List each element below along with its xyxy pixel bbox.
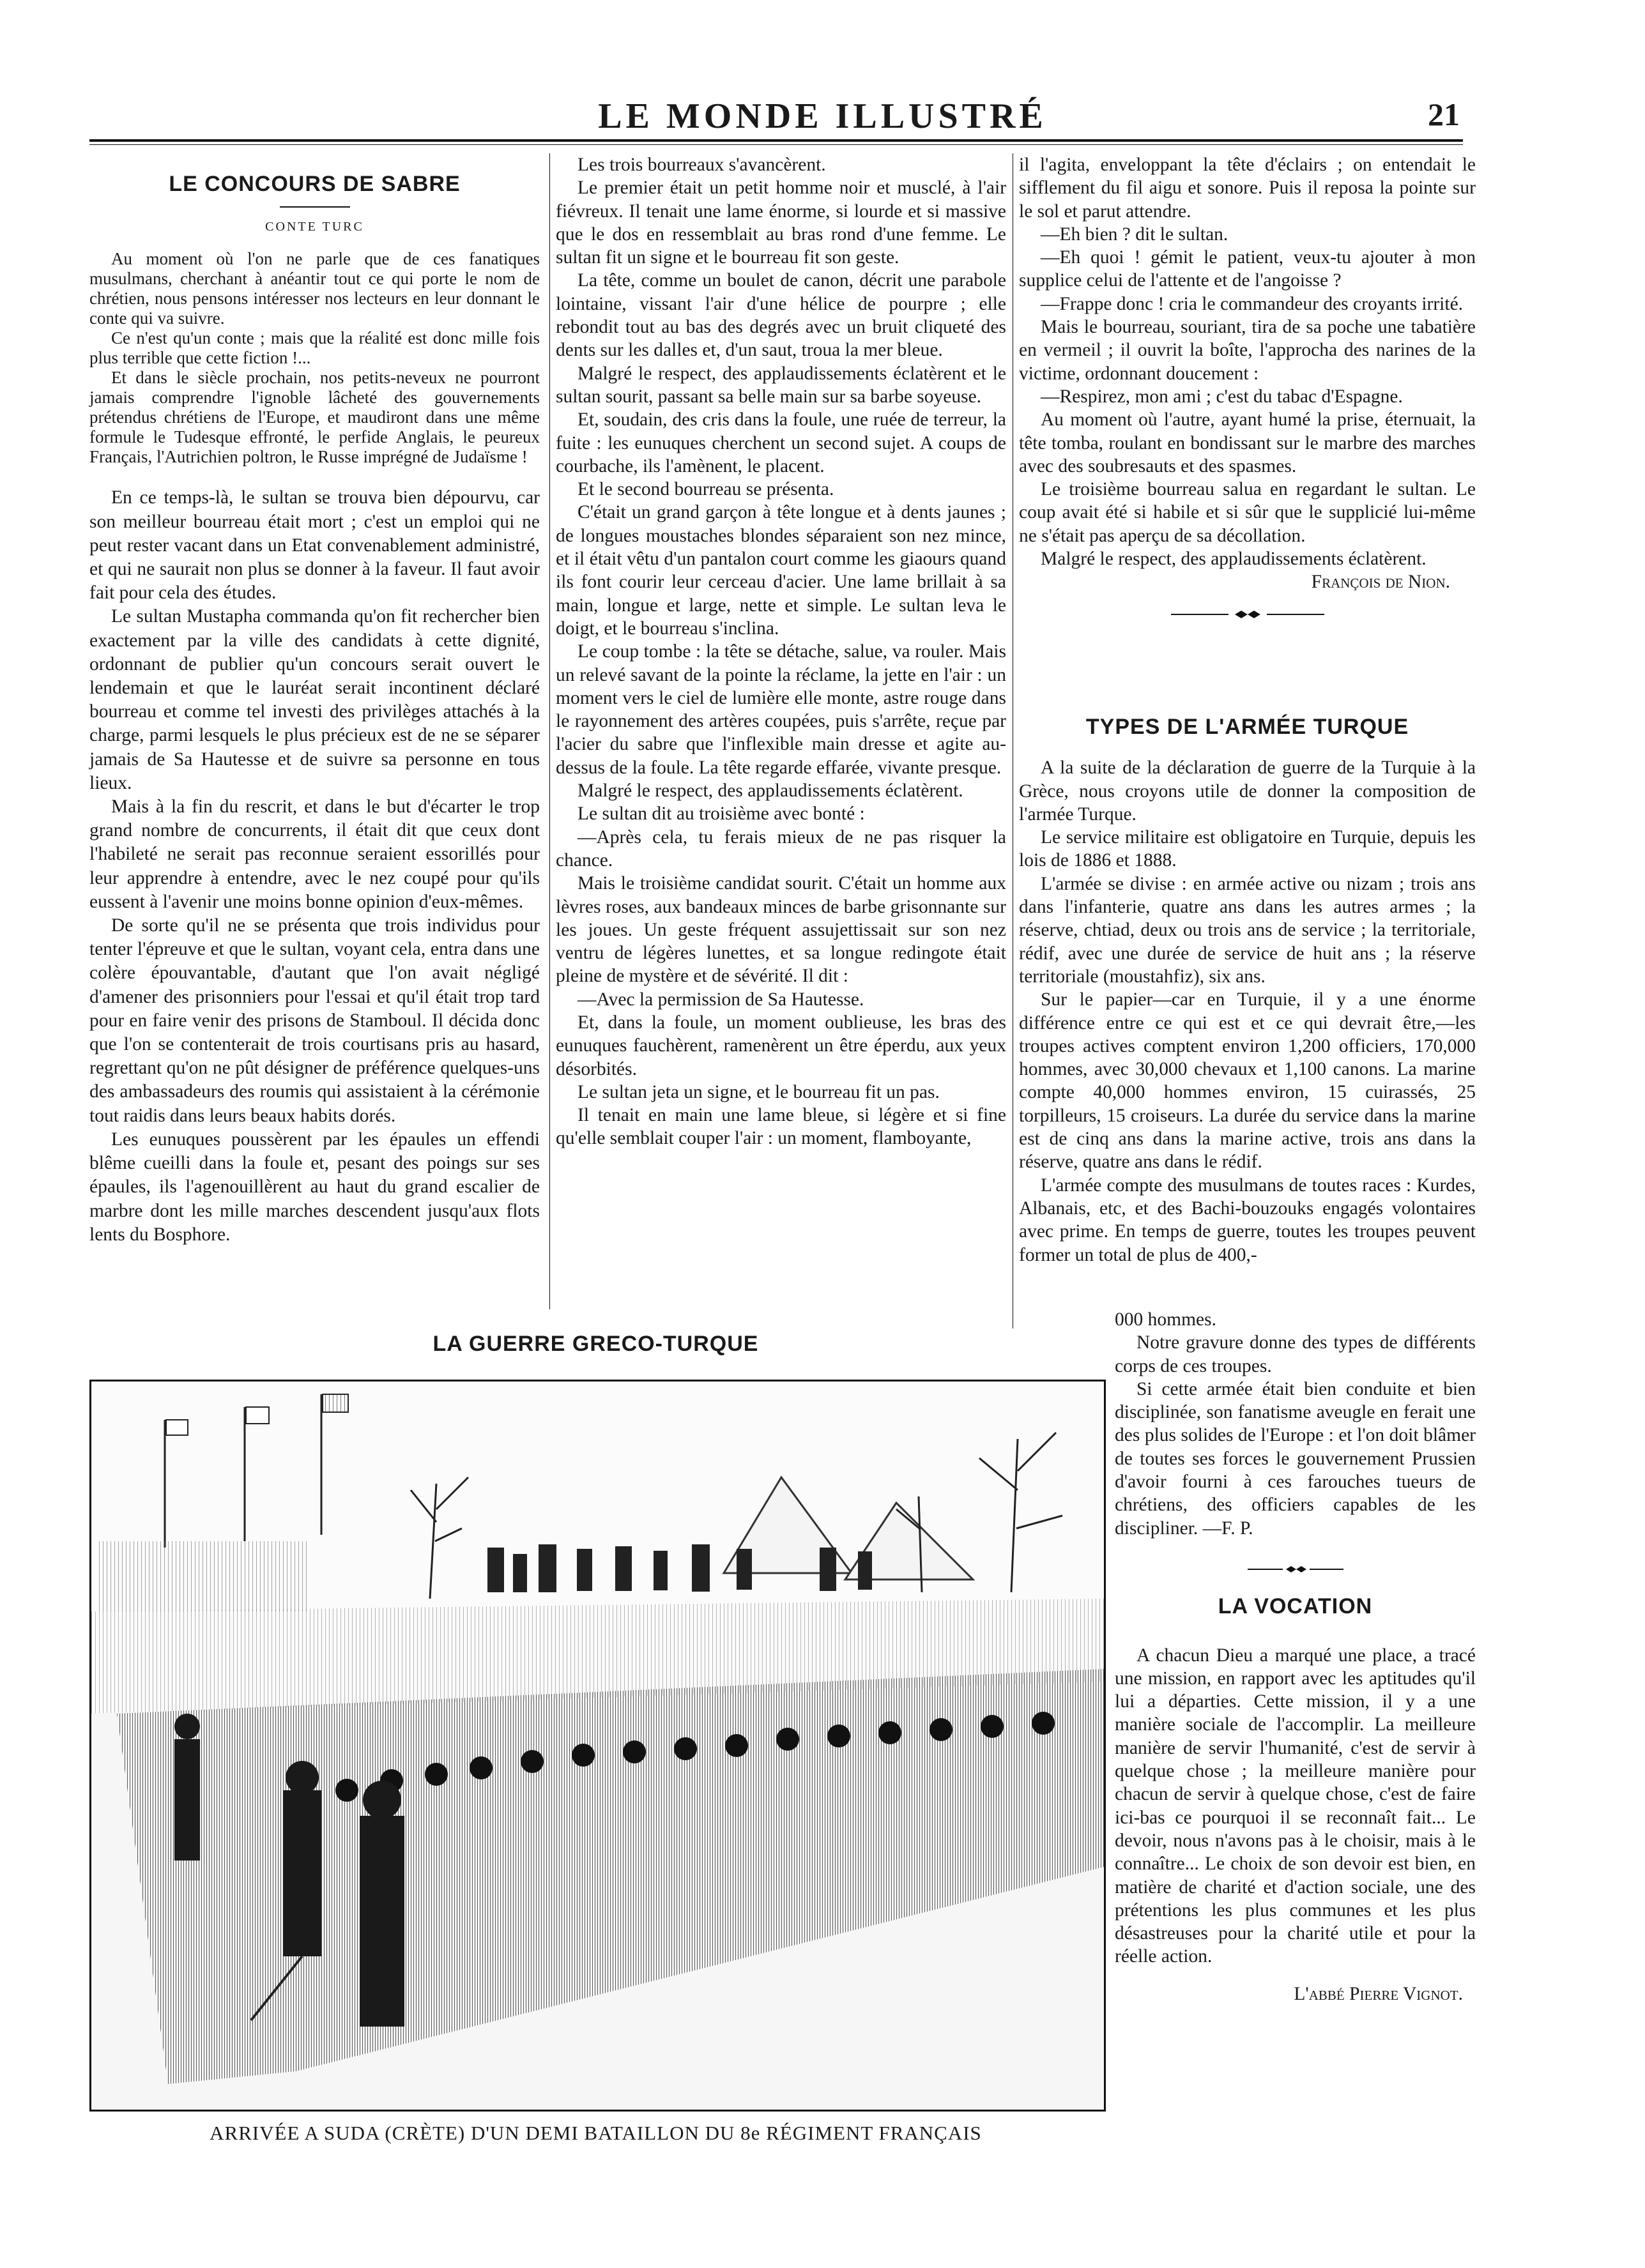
column-2 xyxy=(556,153,1006,1150)
body-paragraph: Le service militaire est obligatoire en Turquie, depuis les lois de 1886 et 1888. xyxy=(1019,827,1476,871)
body-paragraph: —Après cela, tu ferais mieux de ne pas risquer la chance. xyxy=(556,826,1006,871)
body-paragraph: Le coup tombe : la tête se détache, salue, va rouler. Mais un relevé savant de la pointe la réclame, la jette en l'air : un moment vers le ciel de lumière elle monte, astre rouge dans le rayonnement des artères coupées, puis s'arrête, reçue par l'acier du sabre que l'inflexible main dresse et agite au-dessus de la foule. La tête regarde effarée, vivante presque. xyxy=(556,641,1006,778)
engraving-illustration xyxy=(89,1380,1106,2112)
body-paragraph: 000 hommes. xyxy=(1115,1309,1216,1330)
body-paragraph: Il tenait en main une lame bleue, si légère et si fine qu'elle semblait couper l'air : un moment, flamboyante, xyxy=(556,1105,1006,1149)
body-paragraph: La tête, comme un boulet de canon, décrit une parabole lointaine, vissant l'air d'une hélice de pourpre ; elle rebondit tout au bas des degrés avec un bruit cliqueté des dents sur les dalles et, d'un saut, troua la mer bleue. xyxy=(556,270,1006,361)
body-paragraph: Et, dans la foule, un moment oublieuse, les bras des eunuques fauchèrent, ramenèrent un être éperdu, aux yeux désorbités. xyxy=(556,1012,1006,1079)
section-ornament xyxy=(1019,603,1476,626)
intro-paragraph: Au moment où l'on ne parle que de ces fanatiques musulmans, cherchant à anéantir tout ce qui porte le nom de chrétien, nous pensons intéresser nos lecteurs en leur donnant le conte qui va suivre. xyxy=(89,249,540,328)
body-paragraph: Si cette armée était bien conduite et bien disciplinée, son fanatisme aveugle en ferait une des plus solides de l'Europe : et l'on doit blâmer de toutes ses forces le gouvernement Prussien d'avoir fourni à ces farouches tueurs de chrétiens, des officiers capables de les discipliner. —F. P. xyxy=(1115,1378,1476,1539)
masthead xyxy=(0,96,1645,141)
body-paragraph: —Avec la permission de Sa Hautesse. xyxy=(578,989,864,1010)
body-paragraph: —Eh bien ? dit le sultan. xyxy=(1041,224,1228,245)
body-paragraph: C'était un grand garçon à tête longue et à dents jaunes ; de longues moustaches blondes séparaient son nez mince, et il était vêtu d'un pantalon court comme les giaours quand ils font courir leur cerceau d'acier. Une lame brillait à sa main, longue et large, nette et simple. Le sultan leva le doigt, et le bourreau s'inclina. xyxy=(556,502,1006,639)
illustration-caption: ARRIVÉE A SUDA (CRÈTE) D'UN DEMI BATAILLON DU 8e RÉGIMENT FRANÇAIS xyxy=(210,2122,982,2144)
article-title-vocation: LA VOCATION xyxy=(1218,1594,1373,1619)
column-3-story-end xyxy=(1019,153,1476,626)
body-paragraph: il l'agita, enveloppant la tête d'éclairs ; on entendait le sifflement du fil aigu et sonore. Puis il reposa la pointe sur le sol et parut attendre. xyxy=(1019,155,1476,222)
author-signature: L'abbé Pierre Vignot. xyxy=(1294,1983,1463,2004)
intro-paragraph: Ce n'est qu'un conte ; mais que la réalité est donc mille fois plus terrible que cette fiction !... xyxy=(89,328,540,368)
body-paragraph: Mais le troisième candidat sourit. C'était un homme aux lèvres roses, aux bandeaux minces de barbe grisonnante sur les joues. Un geste fréquent assujettissait sur son nez ventru de légères lunettes, et sa longue redingote était pleine de mystère et de sévérité. Il dit : xyxy=(556,873,1006,987)
body-paragraph: Mais le bourreau, souriant, tira de sa poche une tabatière en vermeil ; il ouvrit la boîte, l'approcha des narines de la victime, ordonnant doucement : xyxy=(1019,317,1476,384)
body-paragraph: Les eunuques poussèrent par les épaules un effendi blême cueilli dans la foule et, pesant des poings sur ses épaules, ils l'agenouillèrent au haut du grand escalier de marbre dont les mille marches descendent jusqu'aux flots lents du Bosphore. xyxy=(89,1129,540,1245)
column-1 xyxy=(89,172,540,1247)
article-title-sabre: LE CONCOURS DE SABRE xyxy=(169,172,461,196)
illustration-section-title: LA GUERRE GRECO-TURQUE xyxy=(432,1332,759,1356)
author-signature: François de Nion. xyxy=(1311,572,1450,593)
article-title-types: TYPES DE L'ARMÉE TURQUE xyxy=(1085,715,1409,739)
body-paragraph: Le sultan Mustapha commanda qu'on fit rechercher bien exactement par la ville des candidats à cette dignité, ordonnant de publier qu'un concours serait ouvert le lendemain et que le lauréat serait incontinent déclaré bourreau et comme tel investi des privilèges attachés à la charge, parmi lesquels le plus précieux est de ne se séparer jamais de Sa Hautesse et de suivre sa personne en tous lieux. xyxy=(89,606,540,793)
body-paragraph: —Respirez, mon ami ; c'est du tabac d'Espagne. xyxy=(1041,386,1403,407)
section-ornament xyxy=(1115,1558,1476,1581)
ornament-divider-icon xyxy=(1171,609,1324,620)
article-intro xyxy=(89,249,540,467)
masthead-rule xyxy=(89,139,1463,142)
body-paragraph: Le sultan jeta un signe, et le bourreau fit un pas. xyxy=(578,1081,940,1102)
body-paragraph: Les trois bourreaux s'avancèrent. xyxy=(578,155,826,175)
article-subtitle: CONTE TURC xyxy=(265,220,364,234)
troops-arrival-engraving xyxy=(91,1381,1104,2110)
column-rule xyxy=(549,153,550,1309)
body-paragraph: L'armée se divise : en armée active ou nizam ; trois ans dans l'infanterie, quatre ans dans les autres armes ; la réserve, chtiad, deux ou trois ans de service ; la territoriale, rédif, avec une durée de service de huit ans ; la réserve territoriale (moustahfiz), six ans. xyxy=(1019,873,1476,987)
masthead-rule-thin xyxy=(89,144,1463,145)
title-rule xyxy=(280,206,350,208)
body-paragraph: —Eh quoi ! gémit le patient, veux-tu ajouter à mon supplice celui de l'attente et de l'angoisse ? xyxy=(1019,247,1476,291)
body-paragraph: Le sultan dit au troisième avec bonté : xyxy=(578,803,865,825)
article-body xyxy=(89,486,540,1247)
body-paragraph: L'armée compte des musulmans de toutes races : Kurdes, Albanais, etc, et des Bachi-bouzouks engagés volontaires avec prime. En temps de guerre, toutes les troupes peuvent former un total de plus de 400,- xyxy=(1019,1175,1476,1265)
body-paragraph: Et, soudain, des cris dans la foule, une ruée de terreur, la fuite : les eunuques cherchent un second sujet. A coups de courbache, ils l'amènent, le placent. xyxy=(556,409,1006,476)
body-paragraph: Malgré le respect, des applaudissements éclatèrent. xyxy=(1041,549,1427,570)
body-paragraph: Et le second bourreau se présenta. xyxy=(578,479,834,500)
body-paragraph: Sur le papier—car en Turquie, il y a une énorme différence entre ce qui est et ce qui devrait être,—les troupes actives comptent environ 1,200 officiers, 170,000 hommes, avec 30,000 chevaux et 1,100 canons. La marine compte 40,000 hommes environ, 15 cuirassés, 25 torpilleurs, 15 croiseurs. La durée du service dans la marine est de cinq ans dans la marine active, trois ans dans la réserve, quatre ans dans le rédif. xyxy=(1019,989,1476,1173)
body-paragraph: Le premier était un petit homme noir et musclé, à l'air fiévreux. Il tenait une lame énorme, si lourde et si massive que le dos en ressemblait au bras rond d'une femme. Le sultan fit un signe et le bourreau fit son geste. xyxy=(556,178,1006,268)
article-types xyxy=(1019,715,1476,1267)
publication-title: LE MONDE ILLUSTRÉ xyxy=(598,96,1047,136)
body-paragraph: De sorte qu'il ne se présenta que trois individus pour tenter l'épreuve et que le sultan, voyant cela, entra dans une colère épouvantable, d'autant que l'on avait négligé d'amener des prisonniers pour l'essai et qu'il était trop tard pour en faire venir des prisons de Stamboul. Il décida donc que l'on se contenterait de trois courtisans pris au hasard, regrettant qu'on ne pût désigner de préférence quelques-uns des ambassadeurs des roumis qui assistaient à la cérémonie tout raidis dans leurs beaux habits dorés. xyxy=(89,915,540,1126)
body-paragraph: A chacun Dieu a marqué une place, a tracé une mission, en rapport avec les aptitudes qu'il lui a départies. Cette mission, il y a une manière sociale de l'accomplir. La meilleure manière de servir l'humanité, c'est de servir à quelque chose ; la meilleure manière pour chacun de servir à quelque chose, c'est de faire ici-bas ce pourquoi il se reconnaît fait... Le devoir, nous n'avons pas à le choisir, mais à le connaître... Le choix de son devoir est bien, en matière de charité et d'action sociale, une des prétentions les plus communes et les plus désastreuses pour la charité utile et pour la réelle action. xyxy=(1115,1645,1476,1967)
intro-paragraph: Et dans le siècle prochain, nos petits-neveux ne pourront jamais comprendre l'ignoble lâcheté des gouvernements prétendus chrétiens de l'Europe, et maudiront dans une même formule le Tudesque effronté, le perfide Anglais, le peureux Français, l'Autrichien poltron, le Russe imprégné de Judaïsme ! xyxy=(89,368,540,467)
body-paragraph: Au moment où l'autre, ayant humé la prise, éternuait, la tête tomba, roulant en bondissant sur le marbre des marches avec des soubresauts et des spasmes. xyxy=(1019,409,1476,476)
article-types-continued xyxy=(1115,1308,1476,2005)
page-number: 21 xyxy=(1428,96,1460,132)
body-paragraph: Mais à la fin du rescrit, et dans le but d'écarter le trop grand nombre de concurrents, il était dit que ceux dont l'habileté ne serait pas reconnue seraient essorillés pour leur apprendre à entendre, avec le nez coupé pour qu'ils eussent à l'avenir une moins bonne opinion d'eux-mêmes. xyxy=(89,796,540,912)
body-paragraph: En ce temps-là, le sultan se trouva bien dépourvu, car son meilleur bourreau était mort ; c'est un emploi qui ne peut rester vacant dans un Etat convenablement administré, et qui ne saurait non plus se donner à la faveur. Il faut avoir fait pour cela des études. xyxy=(89,487,540,604)
body-paragraph: Malgré le respect, des applaudissements éclatèrent. xyxy=(578,780,963,802)
body-paragraph: Notre gravure donne des types de différents corps de ces troupes. xyxy=(1115,1332,1476,1376)
body-paragraph: Le troisième bourreau salua en regardant le sultan. Le coup avait été si habile et si sûr que le supplicié lui-même ne s'était pas aperçu de sa décollation. xyxy=(1019,479,1476,546)
body-paragraph: —Frappe donc ! cria le commandeur des croyants irrité. xyxy=(1041,293,1464,314)
body-paragraph: Malgré le respect, des applaudissements éclatèrent et le sultan sourit, passant sa belle main sur sa barbe soyeuse. xyxy=(556,363,1006,407)
ornament-divider-icon xyxy=(1248,1564,1343,1574)
body-paragraph: A la suite de la déclaration de guerre de la Turquie à la Grèce, nous croyons utile de donner la composition de l'armée Turque. xyxy=(1019,757,1476,825)
